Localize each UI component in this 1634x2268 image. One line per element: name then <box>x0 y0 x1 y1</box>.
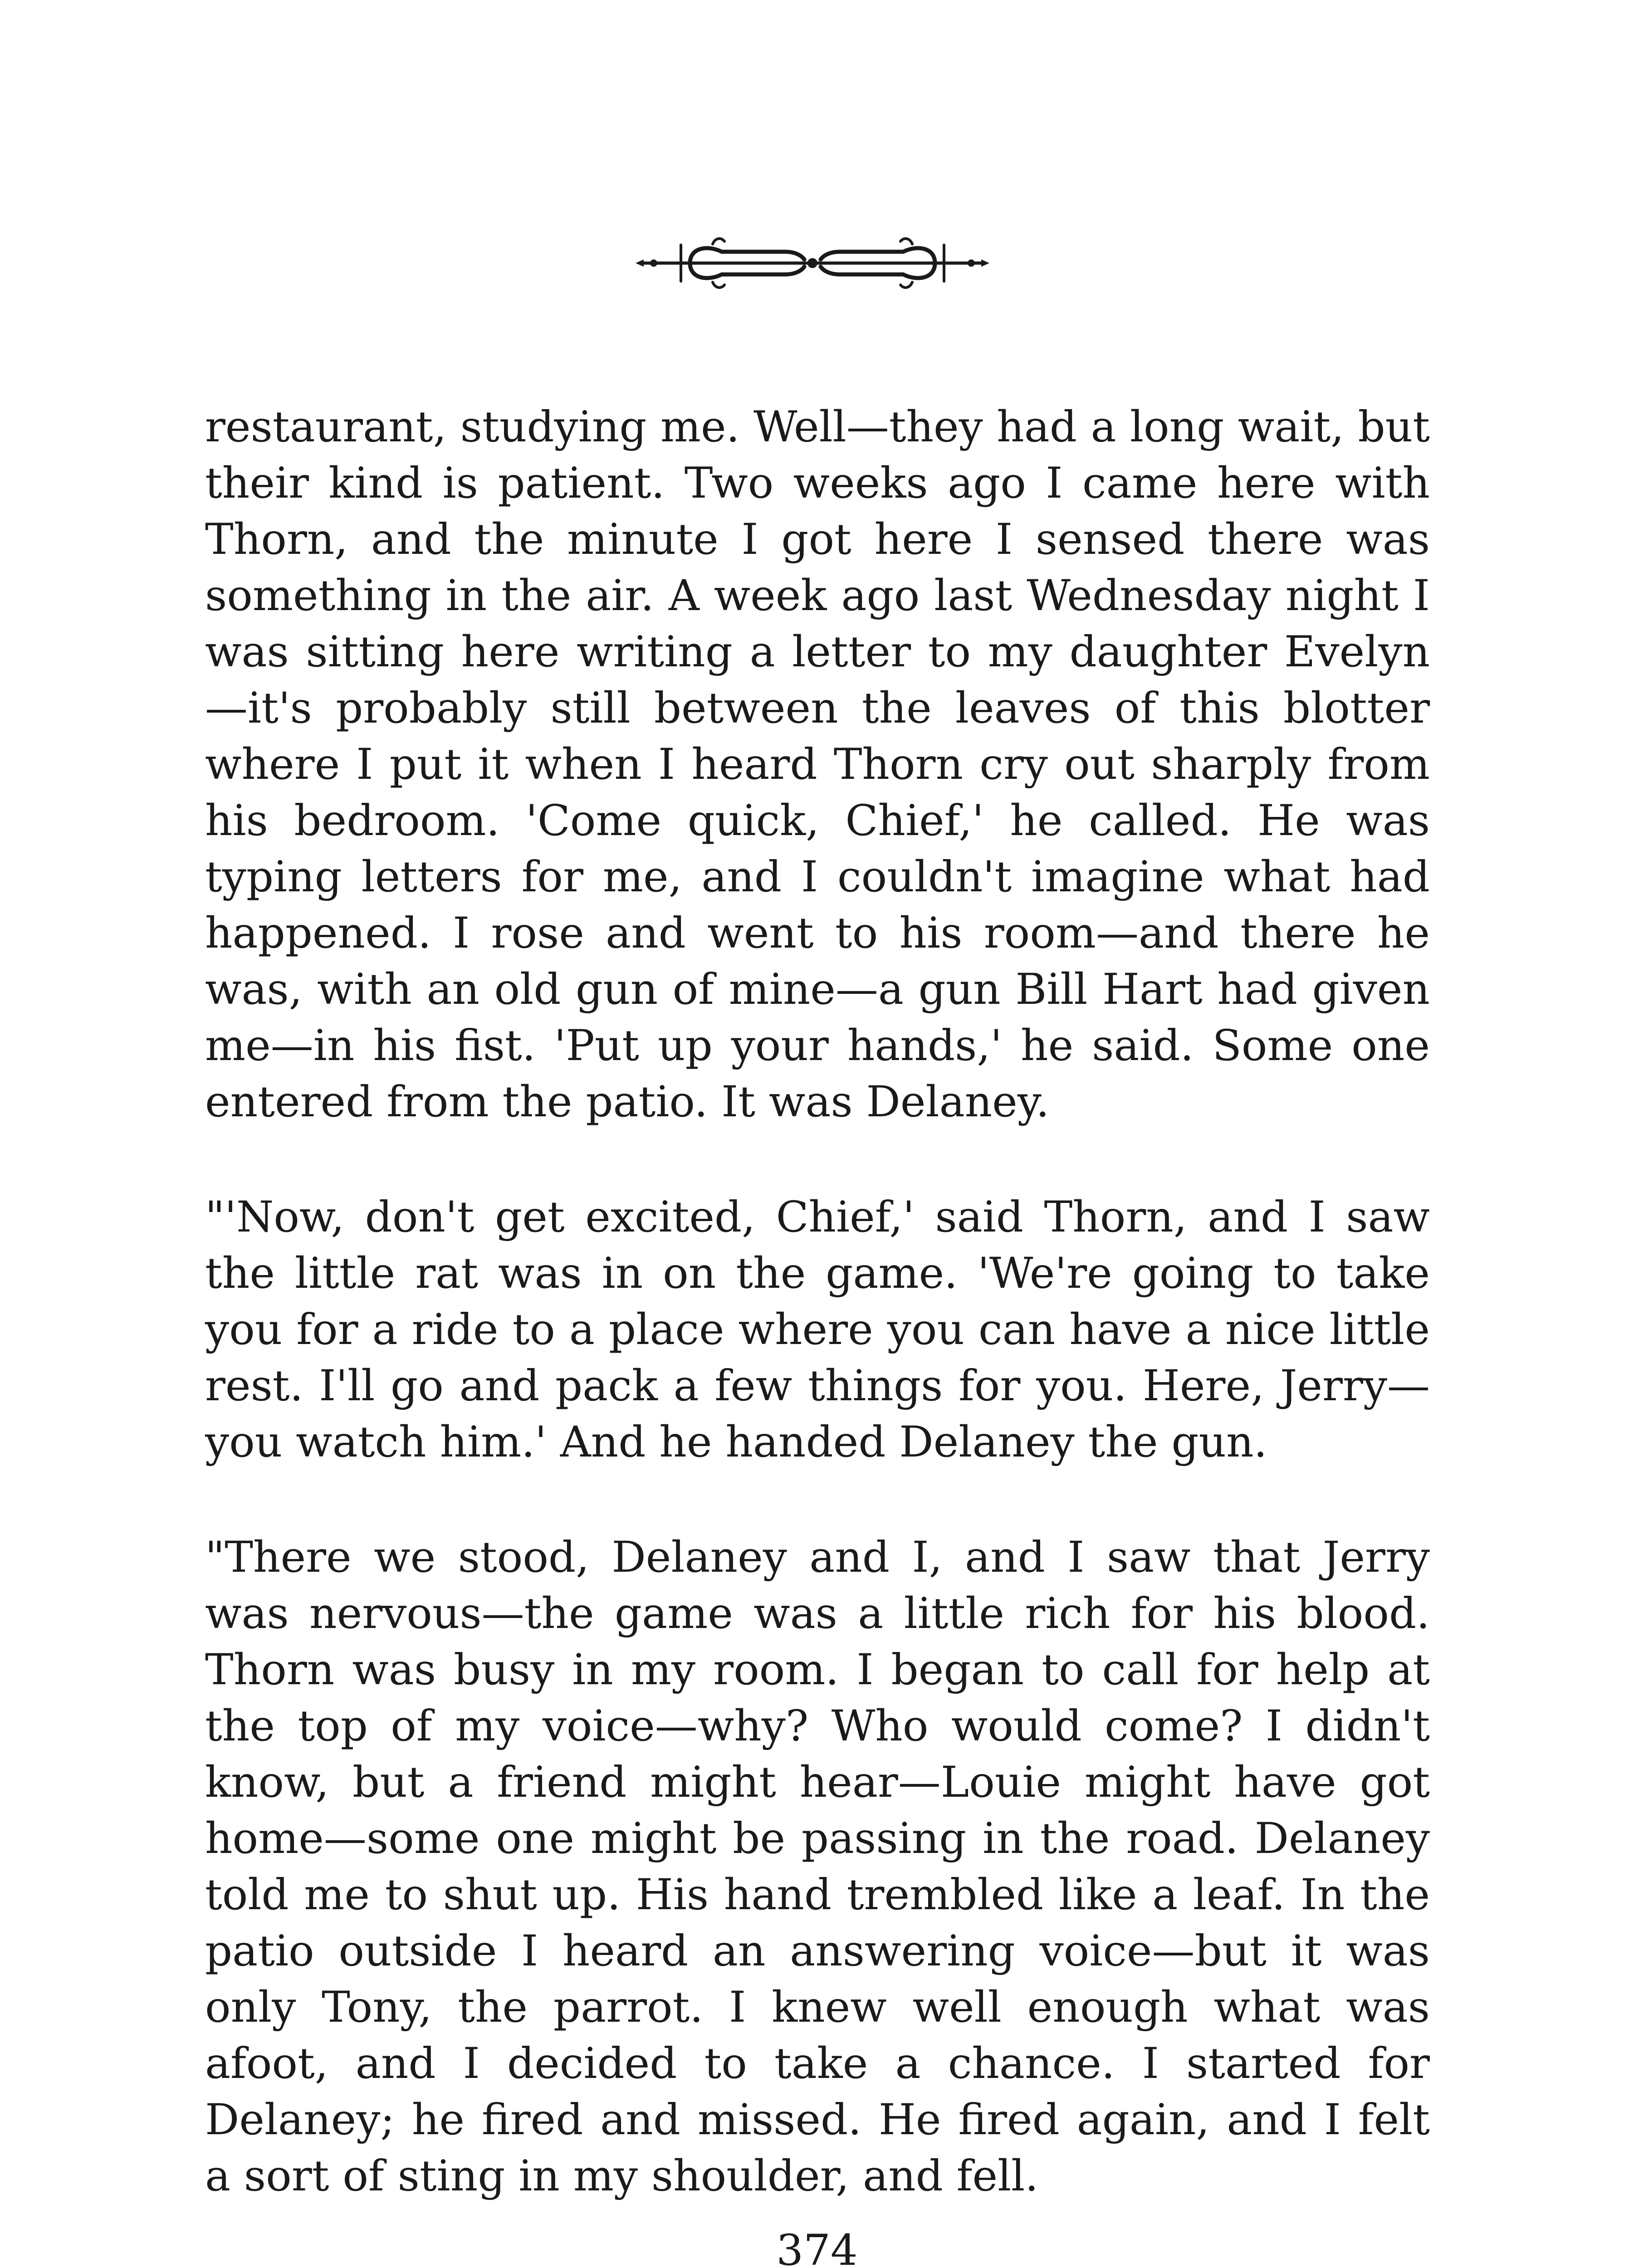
paragraph: restaurant, studying me. Well—they had a long wait, but their kind is patient. Two weeks ago I came here with Thorn, and the minute I got here I sensed there was something in the air. A week ago last Wednesday night I was sitting here writing a letter to my daughter Evelyn—it's probably still between the leaves of this blotter where I put it when I heard Thorn cry out sharply from his bedroom. 'Come quick, Chief,' he called. He was typing letters for me, and I couldn't imagine what had happened. I rose and went to his room—and there he was, with an old gun of mine—a gun Bill Hart had given me—in his fist. 'Put up your hands,' he said. Some one entered from the patio. It was Delaney. <box>205 402 1430 1127</box>
paragraph: "'Now, don't get excited, Chief,' said Thorn, and I saw the little rat was in on the game. 'We're going to take you for a ride to a place where you can have a nice little rest. I'll go and pack a few things for you. Here, Jerry—you watch him.' And he handed Delaney the gun. <box>205 1193 1430 1467</box>
paragraph: "There we stood, Delaney and I, and I saw that Jerry was nervous—the game was a little rich for his blood. Thorn was busy in my room. I began to call for help at the top of my voice—why? Who would come? I didn't know, but a friend might hear—Louie might have got home—some one might be passing in the road. Delaney told me to shut up. His hand trembled like a leaf. In the patio outside I heard an answering voice—but it was only Tony, the parrot. I knew well enough what was afoot, and I decided to take a chance. I started for Delaney; he fired and missed. He fired again, and I felt a sort of sting in my shoulder, and fell. <box>205 1533 1430 2201</box>
body-text <box>205 399 1430 2204</box>
decorative-divider-icon <box>636 227 989 299</box>
page-number: 374 <box>776 2226 858 2268</box>
